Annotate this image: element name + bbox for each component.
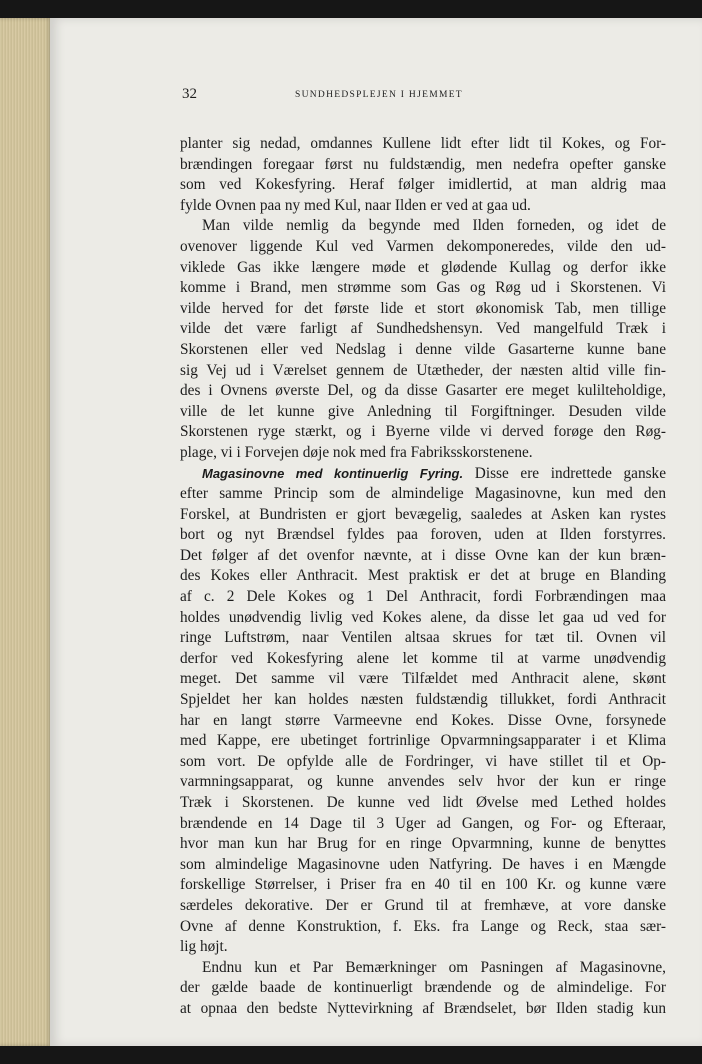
text-line: Man vilde nemlig da begynde med Ilden forneden, og idet de: [202, 217, 666, 235]
text-line: [180, 464, 666, 485]
text-line: ringe Luftstrøm, naar Ventilen altsaa skrues for tæt til. Ovnen vil: [180, 629, 666, 647]
text-line: som ved Kokesfyring. Heraf følger imidlertid, at man aldrig maa: [180, 176, 666, 194]
text-line: som almindelige Magasinovne uden Natfyring. De haves i en Mængde: [180, 855, 666, 873]
page-number: 32: [182, 86, 197, 102]
text-line: brændingen foregaar først nu fuldstændig, men nedefra opefter ganske: [180, 155, 666, 173]
text-line: viklede Gas ikke længere møde et glødende Kullag og derfor ikke: [180, 258, 666, 276]
text-line: fylde Ovnen paa ny med Kul, naar Ilden er ved at gaa ud.: [180, 196, 531, 214]
page-header: [130, 86, 666, 110]
text-line: derfor ved Kokesfyring alene let komme til at varme unødvendig: [180, 649, 666, 667]
text-line: Ovne af denne Konstruktion, f. Eks. fra Lange og Reck, staa sær-: [180, 917, 666, 935]
text-line: plage, vi i Forvejen døje nok med fra Fabriksskorstenene.: [180, 443, 533, 461]
text-line: ville de let kunne give Anledning til Forgiftninger. Desuden vilde: [180, 402, 666, 420]
text-line: Skorstenen eller ved Nedslag i denne vilde Gasarterne kunne bane: [180, 340, 666, 358]
text-line: særdeles dekorative. Der er Grund til at fremhæve, at vore danske: [180, 896, 666, 914]
text-line: des Kokes eller Anthracit. Mest praktisk er det at bruge en Blanding: [180, 567, 666, 585]
text-line: bort og nyt Brændsel fyldes paa foroven, uden at Ilden forstyrres.: [180, 526, 666, 544]
text-line: Skorstenen ryge stærkt, og i Byerne vilde vi derved forøge den Røg-: [180, 423, 666, 441]
text-line: meget. Det samme vil være Tilfældet med Anthracit alene, skønt: [180, 670, 666, 688]
text-line: ovenover liggende Kul ved Varmen dekomponeredes, vilde den ud-: [180, 237, 666, 255]
text-line: vilde det være farligt af Sundhedshensyn. Ved mangelfuld Træk i: [180, 320, 666, 338]
text-line: med Kappe, ere ubetinget fortrinlige Opvarmningsapparater i et Klima: [180, 732, 666, 750]
text-line: komme i Brand, men strømme som Gas og Røg ud i Skorstenen. Vi: [180, 279, 666, 297]
text-line: vilde herved for det første lide et stort økonomisk Tab, men tillige: [180, 299, 666, 317]
text-line: af c. 2 Dele Kokes og 1 Del Anthracit, fordi Forbrændingen maa: [180, 588, 666, 606]
text-line: Det følger af det ovenfor nævnte, at i disse Ovne kan der kun bræn-: [180, 546, 666, 564]
text-line: holdes unødvendig livlig ved Kokes alene, da disse let gaa ud ved for: [180, 608, 666, 626]
text-line: Spjeldet her kan holdes næsten fuldstændig tillukket, fordi Anthracit: [180, 691, 666, 709]
text-line: planter sig nedad, omdannes Kullene lidt efter lidt til Kokes, og For-: [180, 135, 666, 152]
text-line: Træk i Skorstenen. De kunne ved lidt Øvelse med Lethed holdes: [180, 794, 666, 811]
text-line: Forskel, at Bundristen er gjort bevægelig, saaledes at Asken kan rystes: [180, 505, 666, 523]
text-line: varmningsapparat, og kunne anvendes selv hvor der kun er ringe: [180, 773, 666, 791]
section-heading: Magasinovne med kontinuerlig Fyring.: [202, 465, 464, 481]
text-line: hvor man kun har Brug for en ringe Opvarmning, kunne de benyttes: [180, 835, 666, 853]
running-title: SUNDHEDSPLEJEN I HJEMMET: [295, 90, 463, 100]
text-line-tail: Disse ere indrettede ganske: [474, 464, 666, 482]
text-line: har en langt større Varmeevne end Kokes. Disse Ovne, forsynede: [180, 711, 666, 729]
body-text: [180, 134, 666, 1020]
text-line: brændende en 14 Dage til 3 Uger ad Gangen, og For- og Efteraar,: [180, 814, 666, 832]
text-line: des i Ovnens øverste Del, og da disse Gasarter ere meget kulilteholdige,: [180, 382, 666, 400]
text-line: som vort. De opfylde alle de Fordringer, vi have stillet til et Op-: [180, 752, 666, 770]
text-line: at opnaa den bedste Nyttevirkning af Brændselet, bør Ilden stadig kun: [180, 999, 666, 1017]
text-line: efter samme Princip som de almindelige Magasinovne, kun med den: [180, 485, 666, 503]
text-line: Endnu kun et Par Bemærkninger om Pasningen af Magasinovne,: [202, 958, 666, 976]
text-line: lig højt.: [180, 938, 228, 956]
text-line: forskellige Størrelser, i Priser fra en 40 til en 100 Kr. og kunne være: [180, 876, 666, 894]
text-line: sig Vej ud i Værelset gennem de Utætheder, der næsten altid ville fin-: [180, 361, 666, 379]
page-stack-edge: [0, 18, 52, 1046]
text-line: der gælde baade de kontinuerligt brændende og de almindelige. For: [180, 979, 666, 997]
